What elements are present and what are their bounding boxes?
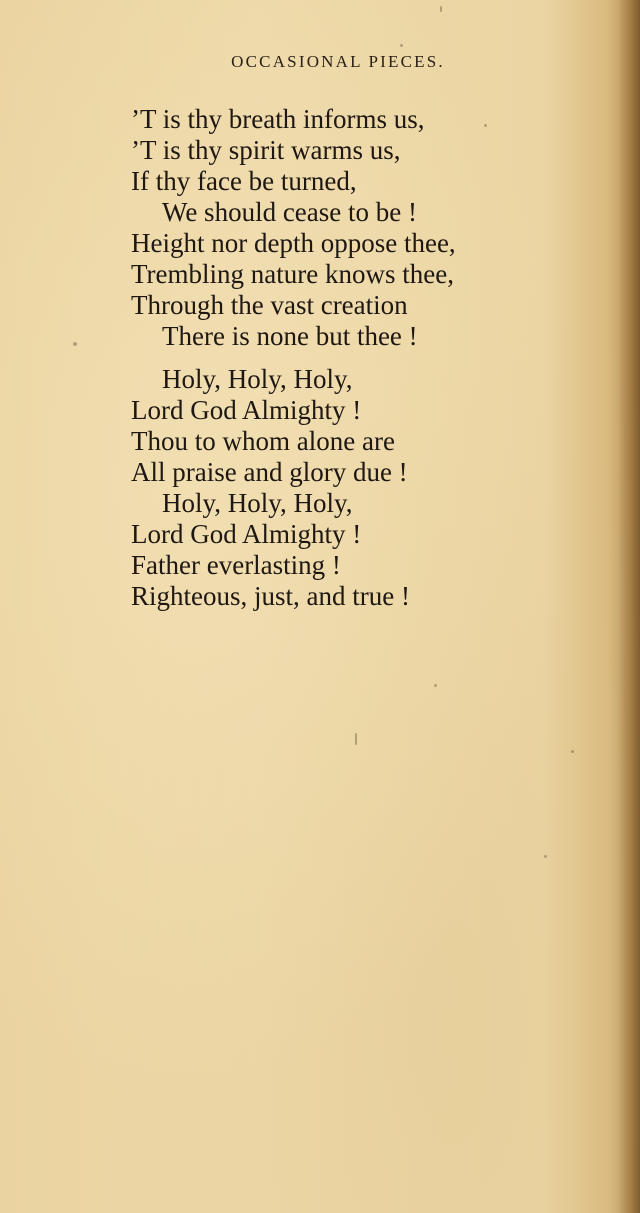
paper-speck (440, 6, 442, 12)
paper-speck (355, 733, 357, 745)
verse-line: Through the vast creation (131, 290, 408, 320)
paper-speck (544, 855, 547, 858)
paper-speck (571, 750, 574, 753)
paper-speck (400, 44, 403, 47)
verse-line: Lord God Almighty ! (131, 395, 362, 425)
verse-line: Trembling nature knows thee, (131, 259, 454, 289)
page-edge-shadow (618, 0, 640, 1213)
verse-line: Holy, Holy, Holy, (162, 488, 353, 518)
verse-line: Righteous, just, and true ! (131, 581, 410, 611)
verse-line: Height nor depth oppose thee, (131, 228, 456, 258)
verse-line: Thou to whom alone are (131, 426, 395, 456)
stanza-2 (131, 364, 410, 612)
verse-line: Lord God Almighty ! (131, 519, 362, 549)
verse-line: There is none but thee ! (162, 321, 418, 351)
verse-line: If thy face be turned, (131, 166, 357, 196)
verse-line: Father everlasting ! (131, 550, 341, 580)
running-head: OCCASIONAL PIECES. (231, 52, 445, 71)
verse-line: Holy, Holy, Holy, (162, 364, 353, 394)
verse-line: ’T is thy spirit warms us, (131, 135, 401, 165)
paper-speck (73, 342, 77, 346)
paper-speck (434, 684, 437, 687)
stanza-1 (131, 104, 456, 352)
verse-line: ’T is thy breath informs us, (131, 104, 425, 134)
paper-speck (484, 124, 487, 127)
verse-line: All praise and glory due ! (131, 457, 408, 487)
verse-line: We should cease to be ! (162, 197, 417, 227)
